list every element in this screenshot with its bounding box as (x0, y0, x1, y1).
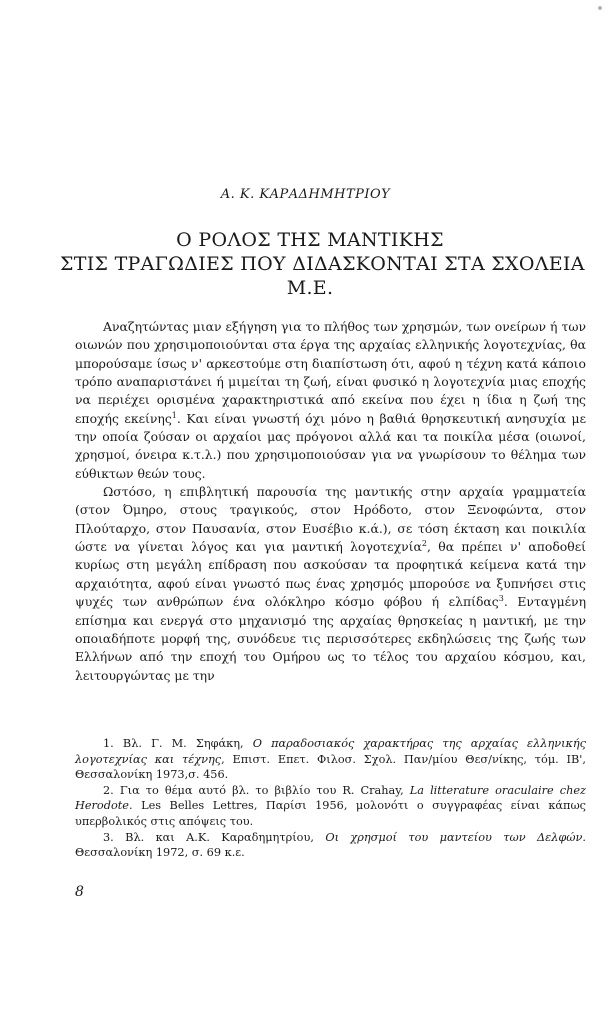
footnote-1-text-b: , Επιστ. Επετ. Φιλοσ. Σχολ. Παν/μίου Θεσ/νίκης, τόμ. ΙΒ', Θεσσαλονίκη 1973,σ. 456. (75, 752, 586, 782)
footnote-2-title: La litterature oraculaire chez Herodote (75, 783, 586, 813)
footnote-2-text-b: . Les Belles Lettres, Παρίσι 1956, μολονότι ο συγγραφέας είναι κάπως υπερβολικός στις απόψεις του. (75, 799, 586, 828)
paragraph-2-text-b: , θα πρέπει ν' αποδοθεί κυρίως στη μεγάλη επίδραση που ασκούσαν τα προφητικά κείμενα κατά την αρχαιότητα, αφού είναι γνωστό πως ένας χρησμός μπορούσε να ξυπνήσει στις ψυχές των ανθρώπων ένα ολόκληρο κόσμο φόβου ή ελπίδας (75, 539, 586, 610)
footnote-1-text-a: 1. Βλ. Γ. Μ. Σηφάκη, (103, 737, 253, 750)
footnote-2 (75, 783, 586, 830)
footnotes (75, 736, 586, 861)
paragraph-2-text-c: . Ενταγμένη επίσημα και ενεργά στο μηχανισμό της αρχαίας θρησκείας η μαντική, με την οποιαδήποτε μορφή της, συνόδευε τις περισσότερες εκδηλώσεις της ζωής των Ελλήνων από την εποχή του Ομήρου ως το τέλος του αρχαίου κόσμου, και, λειτουργώντας με την (75, 594, 586, 683)
body-text (75, 318, 586, 685)
title-line-1: Ο ΡΟΛΟΣ ΤΗΣ ΜΑΝΤΙΚΗΣ (176, 229, 444, 251)
paragraph-2-text-a: Ωστόσο, η επιβλητική παρουσία της μαντικής στην αρχαία γραμματεία (στον Όμηρο, στους τραγικούς, στον Ηρόδοτο, στον Ξενοφώντα, στον Πλούταρχο, στον Παυσανία, στον Ευσέβιο κ.ά.), σε τόση έκταση και ποικιλία ώστε να γίνεται λόγος και για μαντική λογοτεχνία (75, 484, 586, 555)
footnote-3-text-a: 3. Βλ. και Α.Κ. Καραδημητρίου, (103, 830, 326, 844)
footnote-3 (75, 830, 586, 861)
footnote-ref-2: 2 (421, 539, 427, 548)
title-line-2: ΣΤΙΣ ΤΡΑΓΩΔΙΕΣ ΠΟΥ ΔΙΔΑΣΚΟΝΤΑΙ ΣΤΑ ΣΧΟΛΕΙΑ (60, 253, 585, 275)
paragraph-2 (75, 483, 586, 685)
paragraph-1 (75, 318, 586, 483)
paragraph-1-text-b: . Και είναι γνωστή όχι μόνο η βαθιά θρησκευτική ανησυχία με την οποία ζούσαν οι αρχαίοι μας πρόγονοι αλλά και τα ποικίλα μέσα (οιωνοί, χρησμοί, όνειρα κ.τ.λ.) που χρησιμοποιούσαν για να γνωρίσουν το θέλημα των εύθικτων θεών τους. (75, 410, 587, 481)
footnote-1 (75, 736, 586, 783)
scan-speck (598, 6, 602, 10)
footnote-1-title: Ο παραδοσιακός χαρακτήρας της αρχαίας ελληνικής λογοτεχνίας και τέχνης (75, 737, 587, 766)
article-title (60, 228, 585, 300)
title-line-3: Μ.Ε. (286, 277, 334, 299)
author-name: Α. Κ. ΚΑΡΑΔΗΜΗΤΡΙΟΥ (220, 187, 391, 202)
paragraph-1-text-a: Αναζητώντας μιαν εξήγηση για το πλήθος των χρησμών, των ονείρων ή των οιωνών που χρησιμοποιούνται στα έργα της αρχαίας ελληνικής λογοτεχνίας, θα μπορούσαμε ίσως ν' αρκεστούμε στη διαπίστωση ότι, αφού η τέχνη κατά κάποιο τρόπο αναπαριστάνει ή μιμείται τη ζωή, είναι φυσικό η λογοτεχνία μιας εποχής να περιέχει ορισμένα χαρακτηριστικά από εκείνα που έχει η ίδια η ζωή της εποχής εκείνης (75, 319, 586, 426)
footnote-3-title: Οι χρησμοί του μαντείου των Δελφών (325, 830, 583, 844)
footnote-2-text-a: 2. Για το θέμα αυτό βλ. το βιβλίο του R. Crahay, (103, 783, 410, 797)
footnote-ref-1: 1 (171, 410, 177, 420)
footnote-3-text-b: . Θεσσαλονίκη 1972, σ. 69 κ.ε. (75, 830, 586, 860)
page-number: 8 (75, 884, 84, 900)
footnote-ref-3: 3 (498, 594, 504, 604)
